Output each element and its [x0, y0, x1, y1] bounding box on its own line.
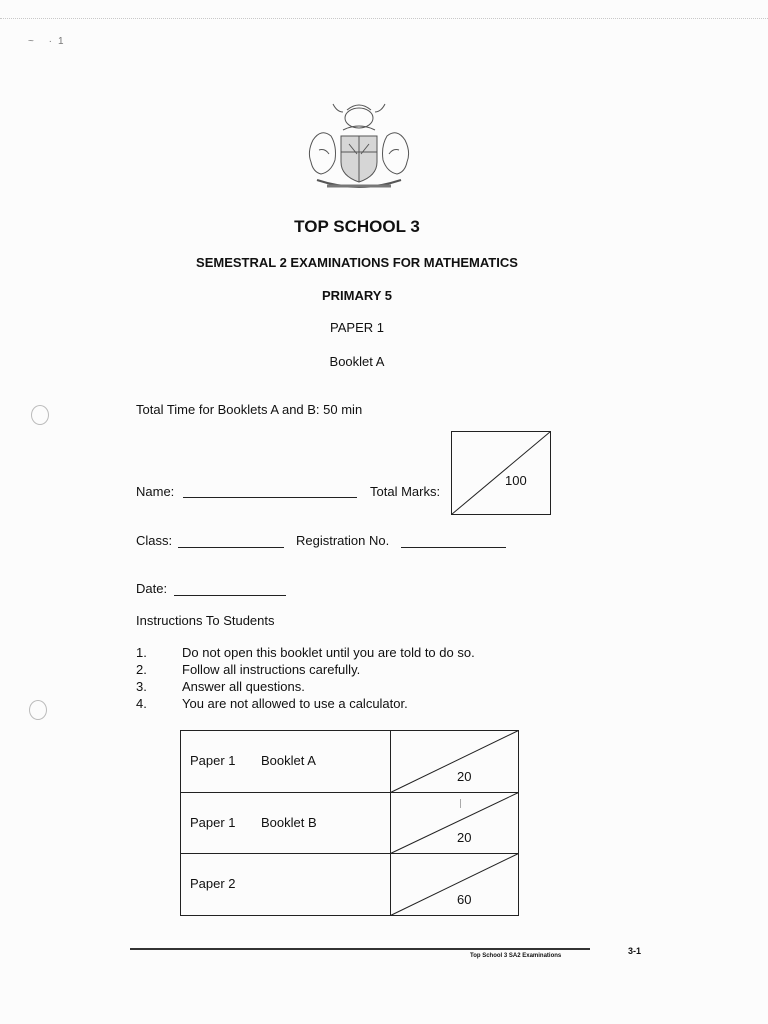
- table-row-paper: Paper 1: [190, 753, 236, 768]
- date-label: Date:: [136, 581, 168, 596]
- instruction-number: 1.: [136, 645, 147, 660]
- class-field[interactable]: [178, 547, 284, 548]
- instruction-number: 4.: [136, 696, 147, 711]
- instruction-number: 3.: [136, 679, 147, 694]
- table-row-booklet: Booklet A: [261, 753, 316, 768]
- school-crest-icon: [303, 100, 415, 198]
- binder-hole-icon: [31, 405, 49, 425]
- booklet-label: Booklet A: [329, 354, 385, 369]
- school-title: TOP SCHOOL 3: [294, 217, 420, 236]
- binder-hole-icon: [29, 700, 47, 720]
- level-label: PRIMARY 5: [321, 288, 393, 303]
- instruction-number: 2.: [136, 662, 147, 677]
- table-row-booklet: Booklet B: [261, 815, 317, 830]
- instruction-text: Do not open this booklet until you are told to do so.: [182, 645, 475, 660]
- total-marks-box-frame: [451, 431, 551, 515]
- instructions-heading: Instructions To Students: [136, 613, 275, 628]
- scan-edge-line: [0, 18, 768, 20]
- instruction-text: Follow all instructions carefully.: [182, 662, 361, 677]
- table-row-paper: Paper 1: [190, 815, 236, 830]
- total-time-text: Total Time for Booklets A and B: 50 min: [136, 402, 363, 417]
- instruction-text: Answer all questions.: [182, 679, 305, 694]
- footer-page-number: 3-1: [628, 946, 642, 956]
- table-row-paper: Paper 2: [190, 876, 236, 891]
- registration-label: Registration No.: [296, 533, 390, 548]
- table-row-marks: 60: [457, 892, 472, 907]
- name-field[interactable]: [183, 497, 357, 498]
- date-field[interactable]: [174, 595, 286, 596]
- table-row-marks: 20: [457, 830, 472, 845]
- total-marks-box[interactable]: [451, 431, 551, 515]
- margin-scribble: ~ ·1: [28, 36, 70, 47]
- footer-exam-name: Top School 3 SA2 Examinations: [470, 953, 562, 959]
- exam-subtitle: SEMESTRAL 2 EXAMINATIONS FOR MATHEMATICS: [196, 255, 518, 270]
- table-row-marks: 20: [457, 769, 472, 784]
- name-label: Name:: [136, 484, 175, 499]
- registration-field[interactable]: [401, 547, 506, 548]
- paper-label: PAPER 1: [330, 320, 384, 335]
- class-label: Class:: [136, 533, 173, 548]
- footer-rule: [130, 948, 590, 950]
- score-table: [180, 730, 519, 916]
- total-marks-label: Total Marks:: [370, 484, 441, 499]
- total-marks-value: 100: [505, 473, 527, 488]
- instruction-text: You are not allowed to use a calculator.: [182, 696, 408, 711]
